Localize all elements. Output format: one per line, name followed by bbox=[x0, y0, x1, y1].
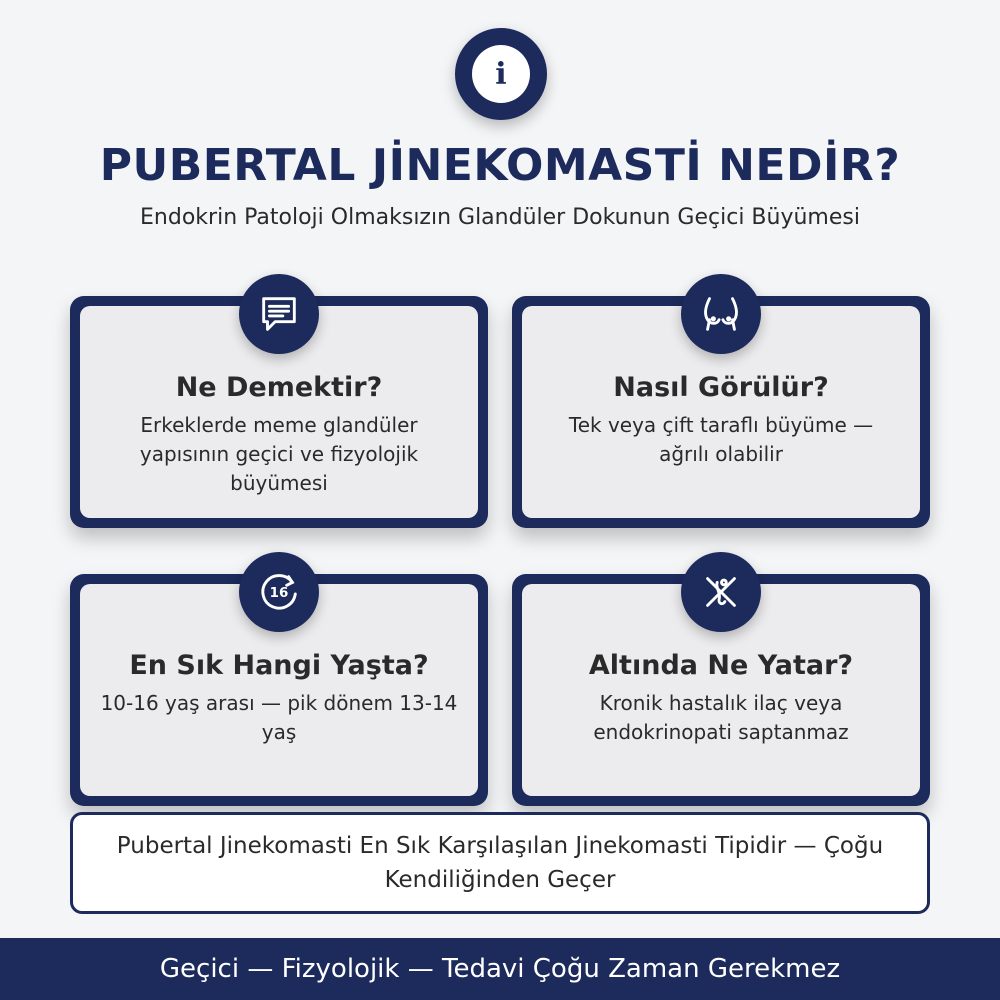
card-cause bbox=[512, 574, 930, 806]
card-body: Erkeklerde meme glandüler yapısının geçici ve fizyolojik büyümesi bbox=[139, 413, 419, 495]
crossed-out-icon bbox=[681, 552, 761, 632]
summary-note: Pubertal Jinekomasti En Sık Karşılaşılan Jinekomasti Tipidir — Çoğu Kendiliğinden Geçer bbox=[70, 812, 930, 914]
chest-icon bbox=[681, 274, 761, 354]
info-icon: i bbox=[472, 45, 530, 103]
card-heading: En Sık Hangi Yaşta? bbox=[129, 650, 429, 681]
age-clock-icon bbox=[239, 552, 319, 632]
card-definition bbox=[70, 296, 488, 528]
card-heading: Ne Demektir? bbox=[175, 372, 383, 403]
info-badge bbox=[455, 28, 547, 120]
card-panel bbox=[522, 584, 920, 796]
age-clock-number: 16 bbox=[269, 585, 289, 601]
card-panel bbox=[80, 306, 478, 518]
card-body: Tek veya çift taraflı büyüme — ağrılı olabilir bbox=[568, 413, 874, 466]
card-panel bbox=[80, 584, 478, 796]
card-appearance bbox=[512, 296, 930, 528]
page-title: PUBERTAL JİNEKOMASTİ NEDİR? bbox=[99, 140, 901, 191]
card-heading: Nasıl Görülür? bbox=[613, 372, 829, 403]
card-panel bbox=[522, 306, 920, 518]
card-body: Kronik hastalık ilaç veya endokrinopati saptanmaz bbox=[593, 691, 849, 744]
card-age bbox=[70, 574, 488, 806]
chat-bubble-icon bbox=[239, 274, 319, 354]
page-subtitle: Endokrin Patoloji Olmaksızın Glandüler Dokunun Geçici Büyümesi bbox=[140, 205, 860, 230]
card-body: 10-16 yaş arası — pik dönem 13-14 yaş bbox=[100, 691, 458, 744]
footer-banner: Geçici — Fizyolojik — Tedavi Çoğu Zaman Gerekmez bbox=[0, 938, 1000, 1000]
card-heading: Altında Ne Yatar? bbox=[588, 650, 854, 681]
